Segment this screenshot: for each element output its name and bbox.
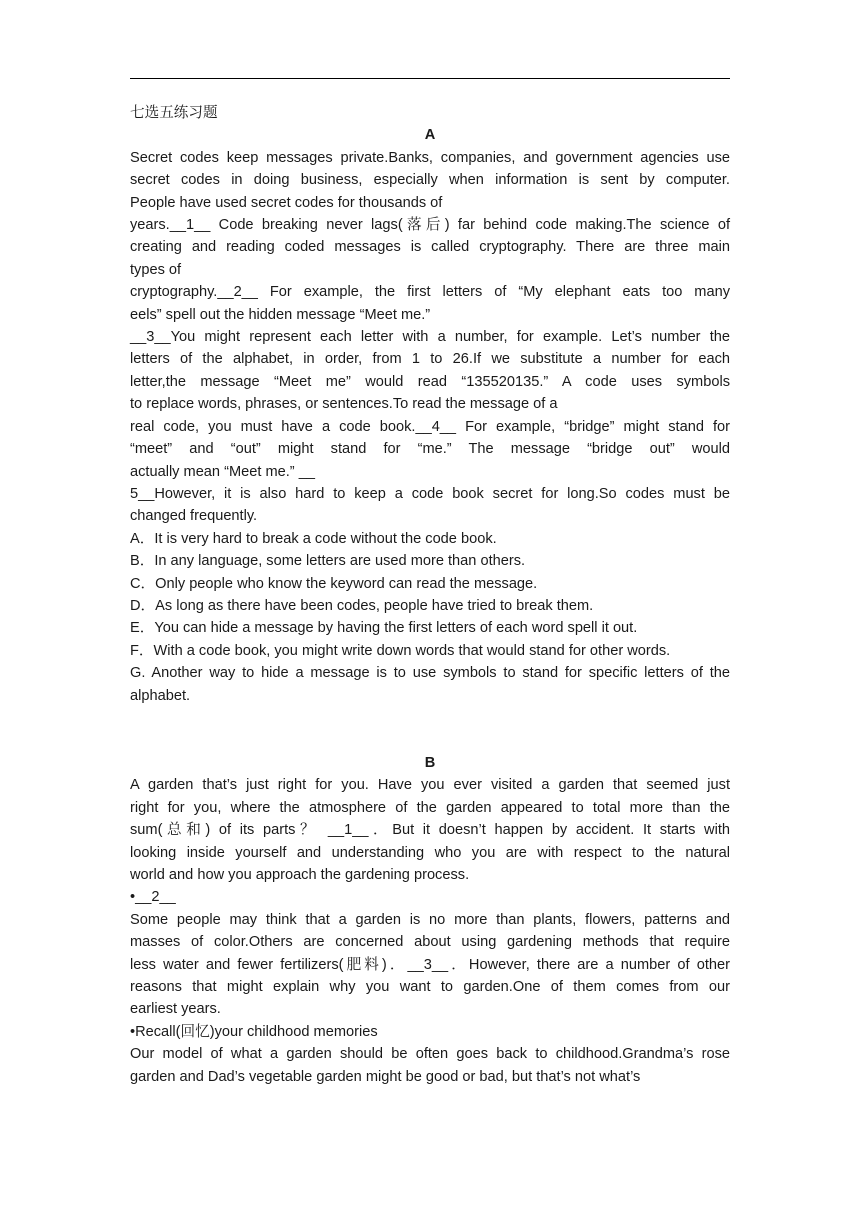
passage-line: changed frequently. [130, 508, 258, 525]
passage-line: __3__You might represent each letter with a number, for example. Let’s number the [130, 329, 730, 346]
option-item: A．It is very hard to break a code without the code book. [130, 530, 497, 547]
passage-line: A garden that’s just right for you. Have you ever visited a garden that seemed just [130, 777, 730, 794]
option-line: G. Another way to hide a message is to use symbols to stand for specific letters of the [130, 665, 730, 682]
passage-line: 5__However, it is also hard to keep a code book secret for long.So codes must be [130, 485, 730, 502]
section-a-option-g [130, 662, 730, 707]
section-a-options [130, 528, 730, 662]
passage-line: garden and Dad’s vegetable garden might be good or bad, but that’s not what’s [130, 1068, 641, 1085]
passage-line: Secret codes keep messages private.Banks, companies, and government agencies use [130, 149, 730, 166]
passage-line: letters of the alphabet, in order, from 1 to 26.If we substitute a number for each [130, 351, 730, 368]
passage-line: cryptography.__2__ For example, the first letters of “My elephant eats too many [130, 284, 730, 301]
passage-line: People have used secret codes for thousands of [130, 194, 443, 211]
option-item: C．Only people who know the keyword can read the message. [130, 575, 538, 592]
passage-line: secret codes in doing business, especially when information is sent by computer. [130, 172, 730, 189]
option-item: D．As long as there have been codes, people have tried to break them. [130, 597, 594, 614]
document-page [130, 102, 730, 1088]
passage-line: years.__1__ Code breaking never lags(落后) far behind code making.The science of [130, 217, 730, 234]
passage-line: masses of color.Others are concerned about using gardening methods that require [130, 934, 730, 951]
passage-line: types of [130, 261, 182, 278]
passage-line: Our model of what a garden should be often goes back to childhood.Grandma’s rose [130, 1046, 730, 1063]
section-spacer [130, 707, 730, 752]
header-rule [130, 78, 730, 79]
passage-line: to replace words, phrases, or sentences.To read the message of a [130, 396, 558, 413]
passage-line: less water and fewer fertilizers(肥料)．__3__．However, there are a number of other [130, 956, 730, 973]
passage-line: “meet” and “out” might stand for “me.” The message “bridge out” would [130, 441, 730, 458]
option-item: F．With a code book, you might write down words that would stand for other words. [130, 642, 671, 659]
passage-line: reasons that might explain why you want to garden.One of them comes from our [130, 979, 730, 996]
passage-line: Some people may think that a garden is no more than plants, flowers, patterns and [130, 911, 730, 928]
passage-line: •__2__ [130, 889, 176, 906]
page-title: 七选五练习题 [130, 105, 218, 121]
option-item: E．You can hide a message by having the first letters of each word spell it out. [130, 620, 638, 637]
section-a-passage [130, 147, 730, 528]
passage-line: sum(总和) of its parts？ __1__．But it doesn’t happen by accident. It starts with [130, 822, 730, 839]
passage-line: looking inside yourself and understanding who you are with respect to the natural [130, 844, 730, 861]
passage-line: right for you, where the atmosphere of the garden appeared to total more than the [130, 799, 730, 816]
passage-line: world and how you approach the gardening process. [130, 867, 470, 883]
passage-line: creating and reading coded messages is called cryptography. There are three main [130, 239, 730, 256]
passage-line: letter,the message “Meet me” would read “135520135.” A code uses symbols [130, 373, 730, 390]
passage-line: •Recall(回忆)your childhood memories [130, 1023, 378, 1040]
passage-line: real code, you must have a code book.__4__ For example, “bridge” might stand for [130, 418, 730, 435]
option-line: alphabet. [130, 687, 191, 704]
section-a-title: A [424, 127, 436, 144]
passage-line: eels” spell out the hidden message “Meet me.” [130, 306, 431, 323]
section-b-passage [130, 774, 730, 1088]
option-item: B．In any language, some letters are used more than others. [130, 553, 526, 570]
passage-line: actually mean “Meet me.” __ [130, 463, 315, 480]
section-b-title: B [424, 754, 436, 771]
passage-line: earliest years. [130, 1001, 221, 1018]
